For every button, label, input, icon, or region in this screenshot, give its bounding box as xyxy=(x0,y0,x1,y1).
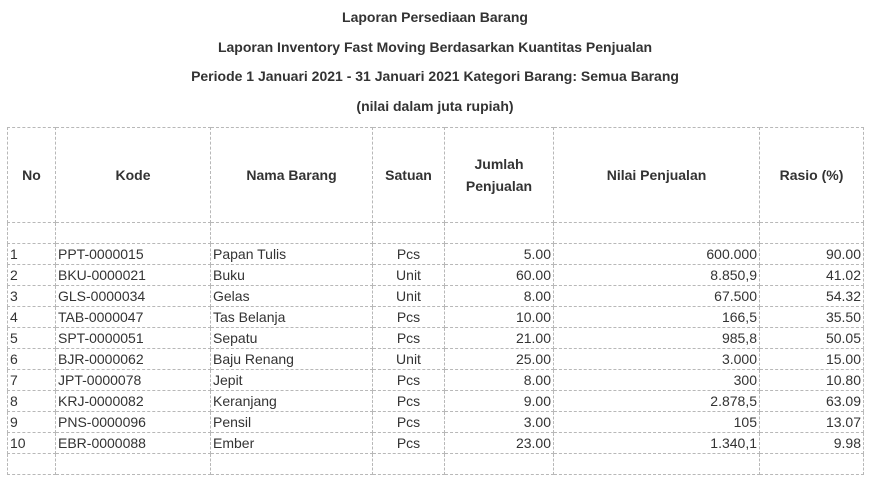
cell-kode: JPT-0000078 xyxy=(56,370,211,391)
cell-rasio: 63.09 xyxy=(760,391,864,412)
cell-kode: SPT-0000051 xyxy=(56,328,211,349)
cell-satuan: Pcs xyxy=(373,412,445,433)
cell-no: 3 xyxy=(8,286,56,307)
col-header-nama-barang: Nama Barang xyxy=(211,128,373,223)
col-header-nilai-penjualan: Nilai Penjualan xyxy=(554,128,760,223)
col-header-jumlah-line1: Jumlah xyxy=(474,156,524,172)
cell-nilai-penjualan: 300 xyxy=(554,370,760,391)
table-row xyxy=(8,244,864,265)
cell-nama-barang: Baju Renang xyxy=(211,349,373,370)
cell-no: 1 xyxy=(8,244,56,265)
cell-no: 5 xyxy=(8,328,56,349)
cell-jumlah-penjualan: 8.00 xyxy=(445,370,554,391)
cell-jumlah-penjualan: 60.00 xyxy=(445,265,554,286)
cell-jumlah-penjualan: 10.00 xyxy=(445,307,554,328)
cell-satuan: Unit xyxy=(373,349,445,370)
cell-nama-barang: Tas Belanja xyxy=(211,307,373,328)
cell-satuan: Unit xyxy=(373,265,445,286)
cell-jumlah-penjualan: 3.00 xyxy=(445,412,554,433)
col-header-satuan: Satuan xyxy=(373,128,445,223)
cell-nilai-penjualan: 2.878,5 xyxy=(554,391,760,412)
cell-satuan: Pcs xyxy=(373,433,445,454)
table-row xyxy=(8,265,864,286)
col-header-kode: Kode xyxy=(56,128,211,223)
cell-rasio: 13.07 xyxy=(760,412,864,433)
cell-kode: PNS-0000096 xyxy=(56,412,211,433)
cell-satuan: Pcs xyxy=(373,244,445,265)
table-row xyxy=(8,370,864,391)
cell-rasio: 41.02 xyxy=(760,265,864,286)
cell-jumlah-penjualan: 25.00 xyxy=(445,349,554,370)
report-title: Laporan Persediaan Barang xyxy=(342,9,528,25)
cell-rasio: 50.05 xyxy=(760,328,864,349)
cell-kode: TAB-0000047 xyxy=(56,307,211,328)
cell-nilai-penjualan: 985,8 xyxy=(554,328,760,349)
table-row xyxy=(8,433,864,454)
table-row xyxy=(8,286,864,307)
col-header-no: No xyxy=(8,128,56,223)
cell-kode: KRJ-0000082 xyxy=(56,391,211,412)
cell-jumlah-penjualan: 9.00 xyxy=(445,391,554,412)
cell-nama-barang: Papan Tulis xyxy=(211,244,373,265)
cell-satuan: Unit xyxy=(373,286,445,307)
table-row xyxy=(8,349,864,370)
cell-nama-barang: Gelas xyxy=(211,286,373,307)
cell-kode: GLS-0000034 xyxy=(56,286,211,307)
cell-nama-barang: Keranjang xyxy=(211,391,373,412)
cell-nama-barang: Ember xyxy=(211,433,373,454)
report-subtitle: Laporan Inventory Fast Moving Berdasarkan Kuantitas Penjualan xyxy=(217,38,653,55)
header-row xyxy=(8,128,864,223)
table-row xyxy=(8,391,864,412)
cell-nama-barang: Buku xyxy=(211,265,373,286)
cell-kode: PPT-0000015 xyxy=(56,244,211,265)
cell-no: 6 xyxy=(8,349,56,370)
cell-satuan: Pcs xyxy=(373,370,445,391)
cell-nama-barang: Sepatu xyxy=(211,328,373,349)
table-row xyxy=(8,307,864,328)
col-header-jumlah-penjualan xyxy=(445,128,554,223)
cell-no: 8 xyxy=(8,391,56,412)
cell-kode: BJR-0000062 xyxy=(56,349,211,370)
cell-rasio: 90.00 xyxy=(760,244,864,265)
cell-jumlah-penjualan: 23.00 xyxy=(445,433,554,454)
cell-satuan: Pcs xyxy=(373,328,445,349)
cell-rasio: 15.00 xyxy=(760,349,864,370)
cell-no: 9 xyxy=(8,412,56,433)
spacer-row xyxy=(8,223,864,244)
col-header-rasio: Rasio (%) xyxy=(760,128,864,223)
cell-nama-barang: Jepit xyxy=(211,370,373,391)
cell-nilai-penjualan: 1.340,1 xyxy=(554,433,760,454)
cell-nilai-penjualan: 67.500 xyxy=(554,286,760,307)
cell-nilai-penjualan: 600.000 xyxy=(554,244,760,265)
cell-nilai-penjualan: 3.000 xyxy=(554,349,760,370)
cell-no: 4 xyxy=(8,307,56,328)
cell-no: 2 xyxy=(8,265,56,286)
cell-satuan: Pcs xyxy=(373,307,445,328)
col-header-jumlah-line2: Penjualan xyxy=(465,178,533,194)
cell-rasio: 9.98 xyxy=(760,433,864,454)
table-header xyxy=(8,128,864,223)
trailing-empty-row xyxy=(8,454,864,475)
cell-rasio: 54.32 xyxy=(760,286,864,307)
inventory-table xyxy=(7,127,864,475)
cell-kode: EBR-0000088 xyxy=(56,433,211,454)
cell-rasio: 10.80 xyxy=(760,370,864,391)
cell-nilai-penjualan: 166,5 xyxy=(554,307,760,328)
cell-jumlah-penjualan: 5.00 xyxy=(445,244,554,265)
report-period: Periode 1 Januari 2021 - 31 Januari 2021 Kategori Barang: Semua Barang xyxy=(191,68,679,84)
cell-no: 7 xyxy=(8,370,56,391)
table-row xyxy=(8,412,864,433)
cell-jumlah-penjualan: 8.00 xyxy=(445,286,554,307)
cell-nama-barang: Pensil xyxy=(211,412,373,433)
table-row xyxy=(8,328,864,349)
cell-satuan: Pcs xyxy=(373,391,445,412)
table-body xyxy=(8,223,864,475)
report-header xyxy=(0,3,870,121)
cell-kode: BKU-0000021 xyxy=(56,265,211,286)
cell-no: 10 xyxy=(8,433,56,454)
cell-nilai-penjualan: 8.850,9 xyxy=(554,265,760,286)
cell-nilai-penjualan: 105 xyxy=(554,412,760,433)
report-value-note: (nilai dalam juta rupiah) xyxy=(356,97,514,114)
cell-rasio: 35.50 xyxy=(760,307,864,328)
cell-jumlah-penjualan: 21.00 xyxy=(445,328,554,349)
